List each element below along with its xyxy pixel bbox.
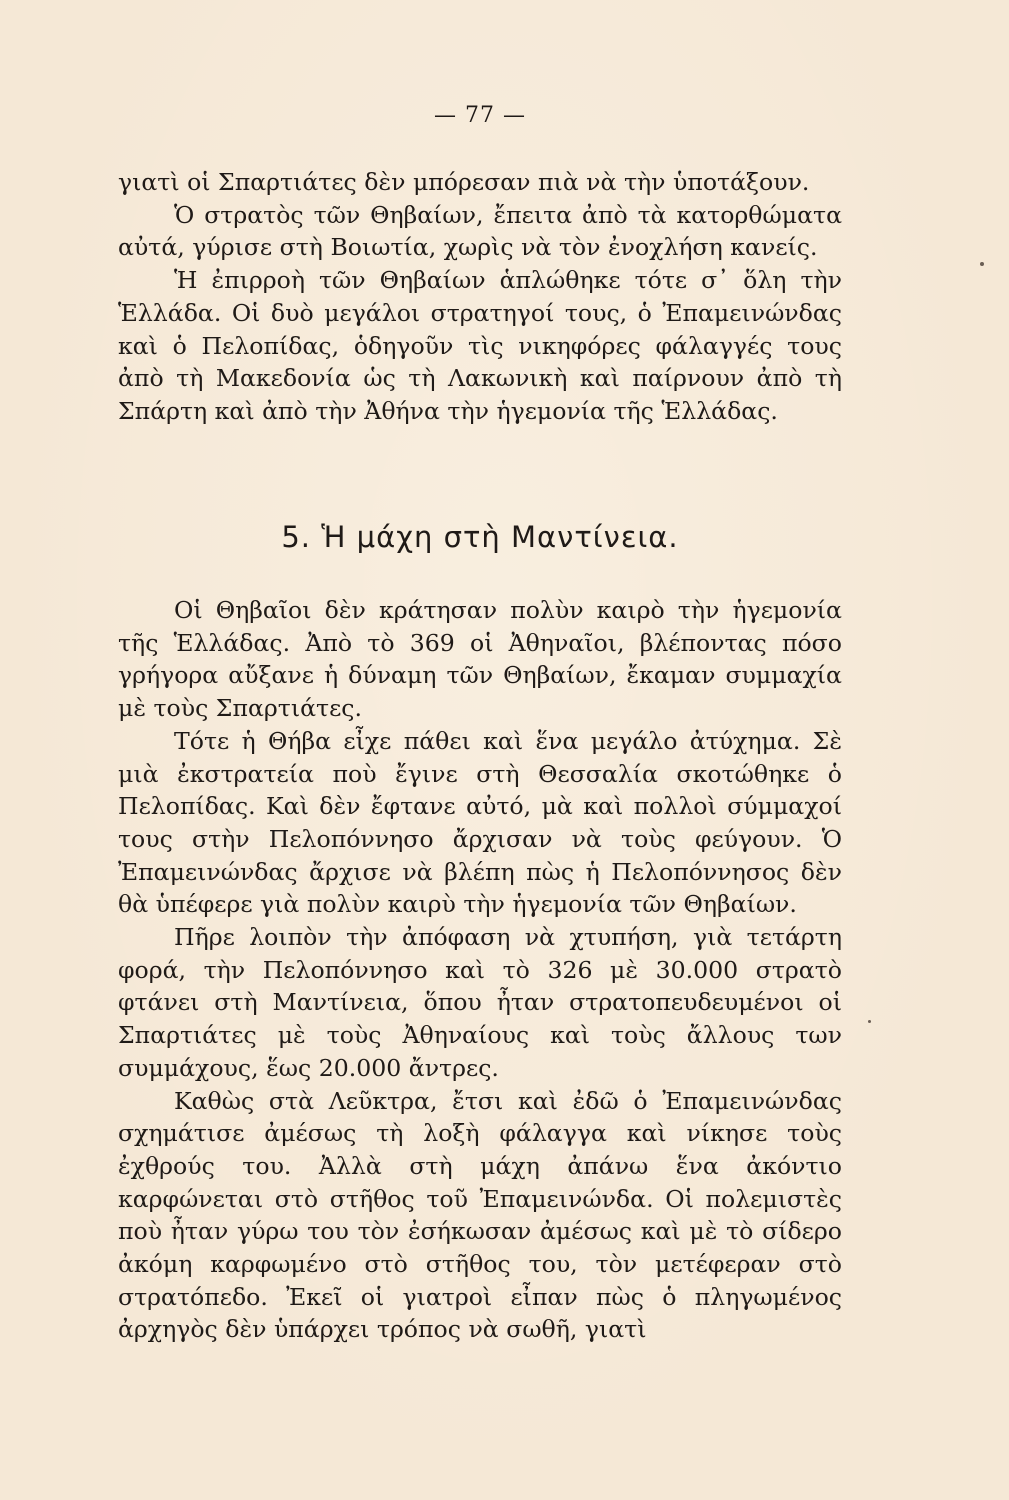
paper-speck <box>868 1020 871 1023</box>
paragraph: Οἱ Θηβαῖοι δὲν κράτησαν πολὺν καιρὸ τὴν ἡγεμονία τῆς Ἑλλάδας. Ἀπὸ τὸ 369 οἱ Ἀθηναῖοι, βλέποντας πόσο γρήγορα αὔξανε ἡ δύναμη τῶν Θηβαίων, ἔκαμαν συμμαχία μὲ τοὺς Σπαρτιάτες. <box>118 596 842 723</box>
paragraph: Πῆρε λοιπὸν τὴν ἀπόφαση νὰ χτυπήση, γιὰ τετάρτη φορά, τὴν Πελοπόννησο καὶ τὸ 326 μὲ 30.000 στρατὸ φτάνει στὴ Μαντίνεια, ὅπου ἦταν στρατοπευδευμένοι οἱ Σπαρτιάτες μὲ τοὺς Ἀθηναίους καὶ τοὺς ἄλλους των συμμάχους, ἕως 20.000 ἄντρες. <box>118 923 842 1082</box>
page-number: — 77 — <box>434 103 526 128</box>
section-heading: 5. Ἡ μάχη στὴ Μαντίνεια. <box>281 520 679 554</box>
paper-speck <box>980 262 984 266</box>
paragraph: Ἡ ἐπιρροὴ τῶν Θηβαίων ἁπλώθηκε τότε σ᾽ ὅλη τὴν Ἑλλάδα. Οἱ δυὸ μεγάλοι στρατηγοί τους, ὁ Ἐπαμεινώνδας καὶ ὁ Πελοπίδας, ὁδηγοῦν τὶς νικηφόρες φάλαγγές τους ἀπὸ τὴ Μακεδονία ὡς τὴ Λακωνικὴ καὶ παίρνουν ἀπὸ τὴ Σπάρτη καὶ ἀπὸ τὴν Ἀθήνα τὴν ἡγεμονία τῆς Ἑλλάδας. <box>118 266 842 425</box>
paragraph: Ὁ στρατὸς τῶν Θηβαίων, ἔπειτα ἀπὸ τὰ κατορθώματα αὐτά, γύρισε στὴ Βοιωτία, χωρὶς νὰ τὸν ἐνοχλήση κανείς. <box>118 200 842 262</box>
paragraph: γιατὶ οἱ Σπαρτιάτες δὲν μπόρεσαν πιὰ νὰ τὴν ὑποτάξουν. <box>118 168 810 196</box>
paragraph: Καθὼς στὰ Λεῦκτρα, ἔτσι καὶ ἐδῶ ὁ Ἐπαμεινώνδας σχημάτισε ἀμέσως τὴ λοξὴ φάλαγγα καὶ νίκησε τοὺς ἐχθρούς του. Ἀλλὰ στὴ μάχη ἀπάνω ἕνα ἀκόντιο καρφώνεται στὸ στῆθος τοῦ Ἐπαμεινώνδα. Οἱ πολεμιστὲς ποὺ ἦταν γύρω του τὸν ἐσήκωσαν ἀμέσως καὶ μὲ τὸ σίδερο ἀκόμη καρφωμένο στὸ στῆθος του, τὸν μετέφεραν στὸ στρατόπεδο. Ἐκεῖ οἱ γιατροὶ εἶπαν πὼς ὁ πληγωμένος ἀρχηγὸς δὲν ὑπάρχει τρόπος νὰ σωθῆ, γιατὶ <box>118 1086 842 1344</box>
paragraph: Τότε ἡ Θήβα εἶχε πάθει καὶ ἕνα μεγάλο ἀτύχημα. Σὲ μιὰ ἐκστρατεία ποὺ ἔγινε στὴ Θεσσαλία σκοτώθηκε ὁ Πελοπίδας. Καὶ δὲν ἔφτανε αὐτό, μὰ καὶ πολλοὶ σύμμαχοί τους στὴν Πελοπόννησο ἄρχισαν νὰ τοὺς φεύγουν. Ὁ Ἐπαμεινώνδας ἄρχισε νὰ βλέπη πὼς ἡ Πελοπόννησος δὲν θὰ ὑπέφερε γιὰ πολὺν καιρὺ τὴν ἡγεμονία τῶν Θηβαίων. <box>118 726 842 919</box>
text-block-bottom <box>118 594 842 1346</box>
text-block-top <box>118 166 842 428</box>
